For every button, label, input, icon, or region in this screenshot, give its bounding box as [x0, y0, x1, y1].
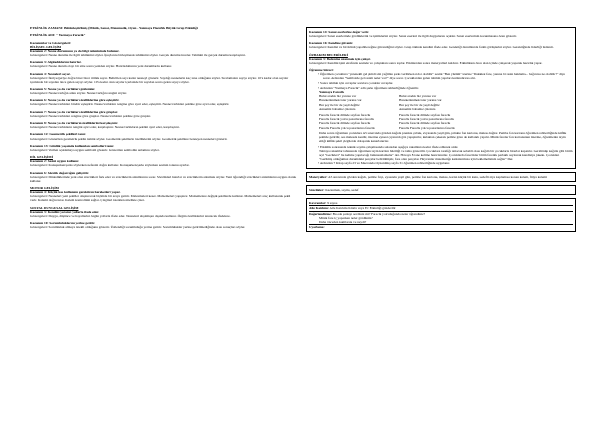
left-text-line: Kazanım 7: Nesne ya da varlıkları özelliklerine göre gruplar. [30, 109, 118, 114]
left-text-line: Kazanım 6: Nesne ya da varlıkları özelliklerine göre eşleştirir. [30, 98, 120, 103]
song-verse: Bulut aradık biz yarınsı var [399, 94, 437, 99]
song-verse: Bulut aradık biz yarınsı var [319, 94, 357, 99]
evaluation-question-1: Minik fare iç yaparken neler gördünüz? [319, 215, 373, 220]
right-text-line: Öğrenme Süreci: [309, 68, 334, 73]
process-text-line: Yazmaya Farecik [319, 90, 345, 95]
evaluation-line: Değerlendirme: Bu ede şarkıyı sevdiniz mi? Farecik yolculuğunda neler öğrendiniz? [309, 211, 426, 216]
left-text-line: Göstergeleri: Nesne/varlıkların rengini ayırt eder, karşılaştırır. Nesne/varlıkların şeklini ayırt eder, karşılaştırır. [30, 125, 180, 130]
song-verse: Farecik Farecik yolcu pazarlarına farecik [399, 125, 455, 130]
left-text-line: Kazanım 6: Sözcük dağarcığını geliştirir. [30, 170, 90, 175]
process-text-line: Tahtaya rakamlar tahtasında öğretmen tayin kartları hüziliği ve tahta gösterilir. Çocuklara tarafığı tatiacak sebebli olası kağıtlı bir çocuklarla birerlar kapatılır. Geridönüp kağıtla gibi birim açıl "Gecikleri" bu kelime yapılacağı bulunsuzlamalar" der. Havaya 8 tane kelime hazırlanırlar. Çocuklarda farecikler birim farenik parlaklı sayılarak kandisiye jakekı. Çocukları "Gerilmiş olduğumuz durumdaki parçalar belirtilmiştir, fare olan parçalar. Hayvanlar matematiğe katkılarımıza için beklemelisiniz sağlar" Der. [319, 149, 573, 162]
right-text-line: Göstergeleri: Sanat eserlerinde gördüklerini ve işittiklerini söyler. Sanat eserleri ile ilgili duygularını açıklar. Sanat eserlerinin korunmasına özen gösterir. [309, 34, 517, 39]
left-text-line: Göstergeleri: İleriye/geriye doğru birer birer ritmik sayar. Belirtilen sayı kadar nesneyi gösterir. Saydığı nesnelerin kaç tane olduğunu söyler. Sıralamaları sayıyı söyler. 10'a kadar olan sayılar içerisinde bir sayıdan önce gelen sayıyı söyler. 10'a kadar olan sayılar içerisinde bir sayıdan sonra gelen sayıyı söyler. [30, 75, 289, 84]
materials-frame [306, 172, 576, 182]
left-text-line: Göstergeleri: Dinlediklerinde yeni olan sözcükleri fark eder ve sözcüklerin anlamlarını sorar. Sözcükleri hatırlar ve sözcüklerin anlamını söyler. Yeni öğrendiği sözcükleri anlamlarına uygun olarak kullanır. [30, 174, 297, 183]
words-line: Sözcükler: Kazanmak, saymı, sedef [309, 188, 359, 193]
song-verse: Hareketlenmek ister yarınsı var [399, 98, 442, 103]
left-text-line: Göstergeleri: Nesne/varlığın adını söyler. Nesne/varlığın rengini söyler. [30, 91, 127, 96]
left-text-line: Göstergeleri: Nesneleri yeni şekiller oluşturacak biçimde bir araya getirir. Malzemeleri keser. Malzemeleri yapıştırır. Malzemelere değişik şekillerde kullanır. Malzemeleri araç kullanarak şekil verir. Kalemi doğru tutar. Kalem kontrolünü sağlar. Çizgileri istenilen nitelikte çizer. [30, 194, 291, 203]
song-verse: Farecik farecik dilinde sayfası farecik [399, 113, 451, 118]
left-text-line: Göstergeleri: Nesne/varlıkları rengine göre gruplar. Nesne/varlıkları şekline göre gruplar. [30, 113, 151, 118]
right-top-block [309, 30, 573, 72]
left-text-line: Kazanım 5: Nesne ya da varlıkları gözlemler. [30, 86, 96, 91]
song-verse: Farecik farecik dilinde sayfası farecik [399, 121, 451, 126]
process-text-line: • Ardından "Yazmaya Farecik" adlı şarkı öğretmen rehberliğinde öğrenilir. [318, 86, 419, 91]
left-text-line: Kazanım 3: Algıladıklarını hatırlar. [30, 60, 82, 65]
left-text-line: Kazanım 2: Nesne durumunu ya da bilgi tahmininde bulunur. [30, 48, 120, 53]
learning-process [309, 72, 573, 94]
left-text-line: Göstergeleri: Nesne/varlıkları birebir eşleştirir. Nesne/varlıkları rengine göre ayırt eder, eşleştirir. Nesne/varlıkları şekline göre ayırt eder, eşleştirir. [30, 102, 230, 107]
process-text-line: • Etkinlik sonrasında teknik soyma çalışmasında salatadan aşağıya rakamlara kadar ifade edilerek atılır. [318, 145, 459, 150]
left-text-line: Kazanım 2: Sesini uygun kullanır. [30, 159, 80, 164]
left-column [30, 26, 298, 229]
left-text-line: MOTOR GELİŞİM [30, 186, 59, 191]
song-verse: Farecik Farecik yolcu pazarlarına farecik [319, 125, 375, 130]
song-verse: Farecik farecik yolcu pazarlarına farecik [319, 117, 374, 122]
left-text-line: Göstergeleri: Nesne durumu ile ilgili tahminini söyler. İpuçlarını birleştirerek tahminini söyler. Gerçek durumu inceler. Tahmini ile gerçek durumu karşılaştırır. [30, 52, 246, 57]
song-verse: Farecik farecik dilinde sayfası farecik [319, 113, 371, 118]
left-text-line: Kazanım 13: Günlük yaşamda kullanılan sembolleri tanır. [30, 143, 115, 148]
right-text-line: Kazanım 14: Sanat eserlerine değer verir. [309, 30, 370, 34]
right-text-line: Göstergeleri: Kendisi ve bir ürünü yapabileceğine güvendiğini söyler. Grup önünde kendini ifade eder. Gerektiği durumlarda farklı görüşlerini söyler. Gerektiğinde liderliği üstlenir. [309, 45, 554, 50]
process-text-line: Daha sonra öğretmen çocuklara A5 sınavında gözden kağıda prenkte çabuk, evyasında yeşil gün, prinkte fon kartonu, makas dağıtır. Pembe fon kartonu öğretmen rehberliğinde küfük şekilde getirilir, ses makasla kesilir, üzerine eynesi çıyanırdı göz yapıştırılır, kulaktan çekerek pembe göze de kullanılı yapılır. Minik fareler fon kartonunun üzerine, öğretmenin tayin ettiği küfük şekil çizgilerde dolaşarak kenarlanırlar. [319, 131, 567, 144]
concepts-line: Kavramlar: 9 sayısı [309, 201, 338, 206]
left-text-line: Göstergeleri: Sorumluluk almaya istekli olduğunu gösterir. Üstlendiği sorumluluğu yerine getirir. Sorumluluklar yerine getirilmediğinde olası sonuçları söyler. [30, 225, 246, 230]
process-text-line: • Ardından 7 Kitap sayfa 23 ve Mezcanda Oynatılmış sayfa 31 öğretmen rehberliğinde uygulanır. [318, 161, 450, 166]
song-lyrics [309, 94, 573, 129]
evaluation-question-2: Daha önceden kumlarını ve neydi? [319, 219, 367, 224]
left-text-line: Göstergeleri: Duygu, düşünce ve hayallerini özgün yollarla ifade eder. Nesneleri alışılmışın dışında kullanır. Özgün özelliklerini tanıtacak ifadelere. [30, 213, 231, 218]
left-text-line: Kazanım 4: Küçük kas kullanımı gerektiren hareketleri yapar. [30, 190, 121, 195]
learning-process-continued [309, 130, 573, 166]
adaptation-line: Uyarlama: [309, 224, 325, 229]
song-verse: Annemiz babamız çikolata [319, 106, 356, 111]
family-line: Aile Katılımı: Aile Katılımı Kitabı veya Ev Etkinliği gönderilir [309, 206, 396, 211]
song-verse: Farecik farecik yolcu pazarlarına farecik [399, 117, 454, 122]
right-text-line: Göstergeleri: Kendini işini etrafında sesinde ve çalıştıktan sonra toplar. Etkinlerden sonra materyalleri kaldırır. Etkinlikten önce alan içinde çalışarak yaparak hazırlık yapar. [309, 60, 543, 65]
left-text-line: ETKİNLİK ADI: " Yazmaya Farecik" [30, 33, 86, 38]
left-text-line: Kazanımlar ve Göstergeleri: [30, 40, 72, 45]
materials-line: Materyaller: A5 sınavında gözden kağıdı, pembe fırçı, eyasında yeşil gün, pembe fon kartonu, makas, kartın küçük bir kutu, sedefli ziya kaplaması konan kalem, fitiya kalemi [309, 174, 547, 179]
right-column [306, 27, 576, 232]
left-text-line: ETKİNLİK ZAMANI: Bütünleştirilmiş (Müzik, Sanat, Matematik, Oyun - Yazmaya Hazırlık Büyük Grup Etkinliği [30, 26, 198, 30]
song-verse: Hareketlenmek ister yarınsı var [319, 98, 362, 103]
process-text-line: • Öğretmen çocuklara "yetenekli gel şimdi sizi yeğimle şarkı verilirken rıdor olabilir" sesini "Ben yüzüm" izerine "Dakkkat fare, yanına bi resin haklama... bağırırsa ne olabilir?" diye sorar. Ardından "Sembolde gel resim neler var?" diye sorar. Çocuklardan gelen tahmin yapıları kutlandırırsa alır. [318, 72, 566, 81]
left-text-line: Kazanım 3: Kendini yaratıcı yollarla ifade eder. [30, 209, 100, 214]
left-text-line: DİL GELİŞİMİ [30, 155, 53, 160]
song-verse: Farecik farecik dilinde sayfası farecik [319, 121, 371, 126]
activity-frame [306, 27, 576, 169]
left-text-line: Göstergeleri: Gösterilen geometrik şeklin ismini söyler. Geometrik şekillerin özelliklerini söyler. Geometrik şekillere benzeyen nesneleri gösterir. [30, 136, 228, 141]
left-text-line: SOSYAL DUYGUSAL GELİŞİM [30, 205, 79, 210]
song-verse: Her şey ile bir de yeşil değiliz [319, 102, 360, 107]
right-text-line: Kazanım 3: Bedenine uzanmak için çalışır. [309, 56, 371, 61]
song-verse: Annemiz babamız çikolata [399, 106, 436, 111]
left-text-line: Kazanım 8: Nesne ya da varlıkların özelliklerini karşılaştırır. [30, 121, 119, 126]
process-text-line: • Sonra tahmin için cevaplar soruları çocuklar cevaplar. [318, 80, 394, 85]
left-text-line: BİLİŞSEL GELİŞİM [30, 44, 62, 49]
words-frame [306, 185, 576, 195]
left-text-line: Göstergeleri: Verilen açıklamaya uygun sembolü gösterir. Gösterilen sembolün anlamını söyler. [30, 147, 160, 152]
song-verse: Her şey ile bir de yeşil değiliz [399, 102, 440, 107]
right-text-line: ÖZBAKIM BECERİLERİ [309, 52, 348, 57]
concepts-frame [306, 198, 576, 232]
left-text-line: Göstergeleri: Konuşurken/şarkı söylerken nefesini doğru kullanır. Konuşurken/şarkı söylerken sesinin tonunu ayarlar. [30, 163, 190, 168]
right-text-line: Kazanım 16: Kendine güvenir. [309, 41, 354, 46]
left-text-line: Kazanım 10: Sorumluluklarını yerine getirir. [30, 221, 96, 226]
left-text-line: Kazanım 12: Geometrik şekilleri tanır. [30, 132, 86, 137]
left-text-line: Göstergeleri: Nesne durum olayı bir süre sonra yeniden söyler. Hatırladıklarını yeni durumlarda kullanır. [30, 64, 172, 69]
left-text-line: Kazanım 4: Nesneleri sayar. [30, 71, 71, 76]
